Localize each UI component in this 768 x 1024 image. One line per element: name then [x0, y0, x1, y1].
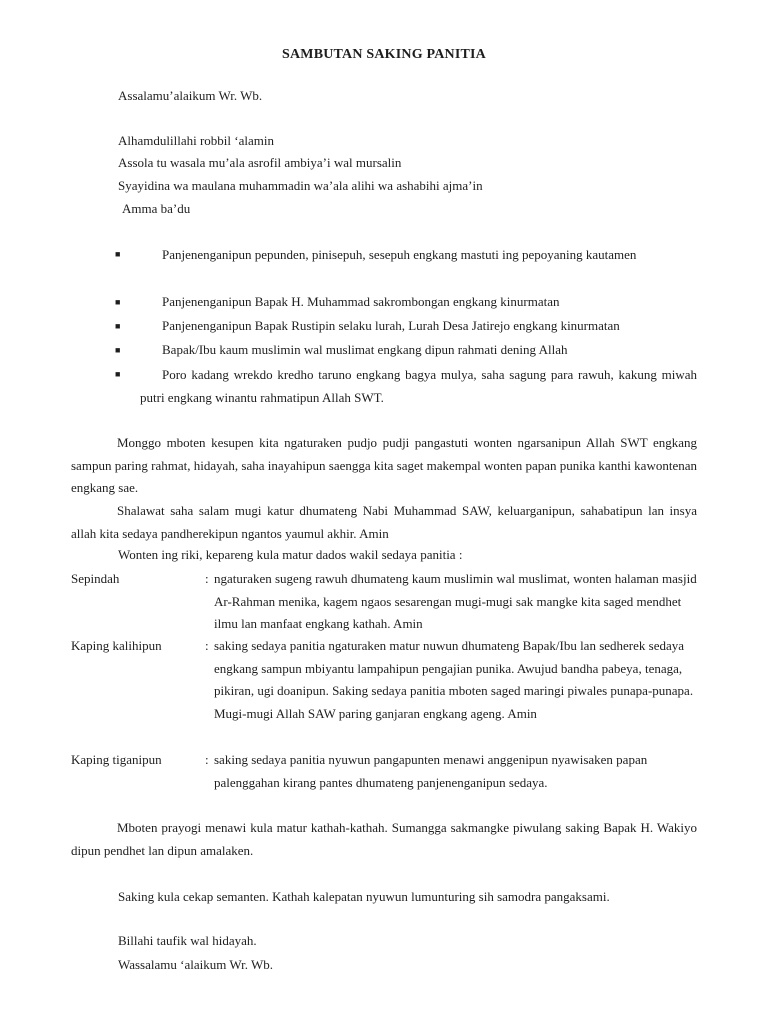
closing-salam: Wassalamu ‘alaikum Wr. Wb.: [118, 957, 273, 972]
honorific-item: Bapak/Ibu kaum muslimin wal muslimat engkang dipun rahmati dening Allah: [162, 342, 568, 357]
point-text: ngaturaken sugeng rawuh dhumateng kaum muslimin wal muslimat, wonten halaman masjid Ar-Rahman menika, kagem ngaos sesarengan mugi-mugi sak mangke kita saged mendhet ilmu lan manfaat engkang kathah. Amin: [214, 571, 697, 631]
point-label: Sepindah: [71, 571, 120, 586]
closing-billahi: Billahi taufik wal hidayah.: [118, 933, 257, 948]
page-title: SAMBUTAN SAKING PANITIA: [282, 47, 486, 62]
square-bullet-icon: ■: [115, 369, 121, 379]
honorific-item: Panjenenganipun pepunden, pinisepuh, sesepuh engkang mastuti ing pepoyaning kautamen: [162, 247, 637, 262]
closing-paragraph: Mboten prayogi menawi kula matur kathah-kathah. Sumangga sakmangke piwulang saking Bapak H. Wakiyo dipun pendhet lan dipun amalaken.: [71, 820, 697, 858]
opening-line: Assola tu wasala mu’ala asrofil ambiya’i wal mursalin: [118, 155, 402, 170]
body-paragraph: Monggo mboten kesupen kita ngaturaken pudjo pudji pangastuti wonten ngarsanipun Allah SWT engkang sampun paring rahmat, hidayah, saha inayahipun saengga kita saget makempal wonten papan punika kanthi kawontenan engkang sae.: [71, 435, 697, 495]
point-label: Kaping tiganipun: [71, 752, 162, 767]
opening-line: Syayidina wa maulana muhammadin wa’ala alihi wa ashabihi ajma’in: [118, 178, 483, 193]
point-label: Kaping kalihipun: [71, 638, 162, 653]
opening-line: Amma ba’du: [122, 201, 191, 216]
square-bullet-icon: ■: [115, 297, 121, 307]
square-bullet-icon: ■: [115, 321, 121, 331]
body-paragraph: Wonten ing riki, kepareng kula matur dados wakil sedaya panitia :: [118, 547, 463, 562]
honorific-item: Panjenenganipun Bapak Rustipin selaku lurah, Lurah Desa Jatirejo engkang kinurmatan: [162, 318, 620, 333]
point-colon: :: [205, 571, 209, 586]
closing-apology: Saking kula cekap semanten. Kathah kalepatan nyuwun lumunturing sih samodra pangaksami.: [118, 889, 610, 904]
body-paragraph: Shalawat saha salam mugi katur dhumateng Nabi Muhammad SAW, keluarganipun, sahabatipun lan insya allah kita sedaya pandherekipun ngantos yaumul akhir. Amin: [71, 503, 697, 541]
point-colon: :: [205, 638, 209, 653]
point-colon: :: [205, 752, 209, 767]
square-bullet-icon: ■: [115, 249, 121, 259]
point-text: saking sedaya panitia ngaturaken matur nuwun dhumateng Bapak/Ibu lan sedherek sedaya engkang sampun mbiyantu lampahipun pengajian punika. Awujud bandha pabeya, tenaga, pikiran, ugi doanipun. Saking sedaya panitia mboten saged maringi piwales punapa-punapa. Mugi-mugi Allah SAW paring ganjaran engkang ageng. Amin: [214, 638, 694, 721]
square-bullet-icon: ■: [115, 345, 121, 355]
opening-salam: Assalamu’alaikum Wr. Wb.: [118, 88, 263, 103]
opening-line: Alhamdulillahi robbil ‘alamin: [118, 133, 274, 148]
honorific-item: Poro kadang wrekdo kredho taruno engkang bagya mulya, saha sagung para rawuh, kakung miwah putri engkang winantu rahmatipun Allah SWT.: [140, 367, 697, 405]
honorific-item: Panjenenganipun Bapak H. Muhammad sakrombongan engkang kinurmatan: [162, 294, 560, 309]
point-text: saking sedaya panitia nyuwun pangapunten menawi anggenipun nyawisaken papan palenggahan kirang pantes dhumateng panjenenganipun sedaya.: [214, 752, 648, 790]
